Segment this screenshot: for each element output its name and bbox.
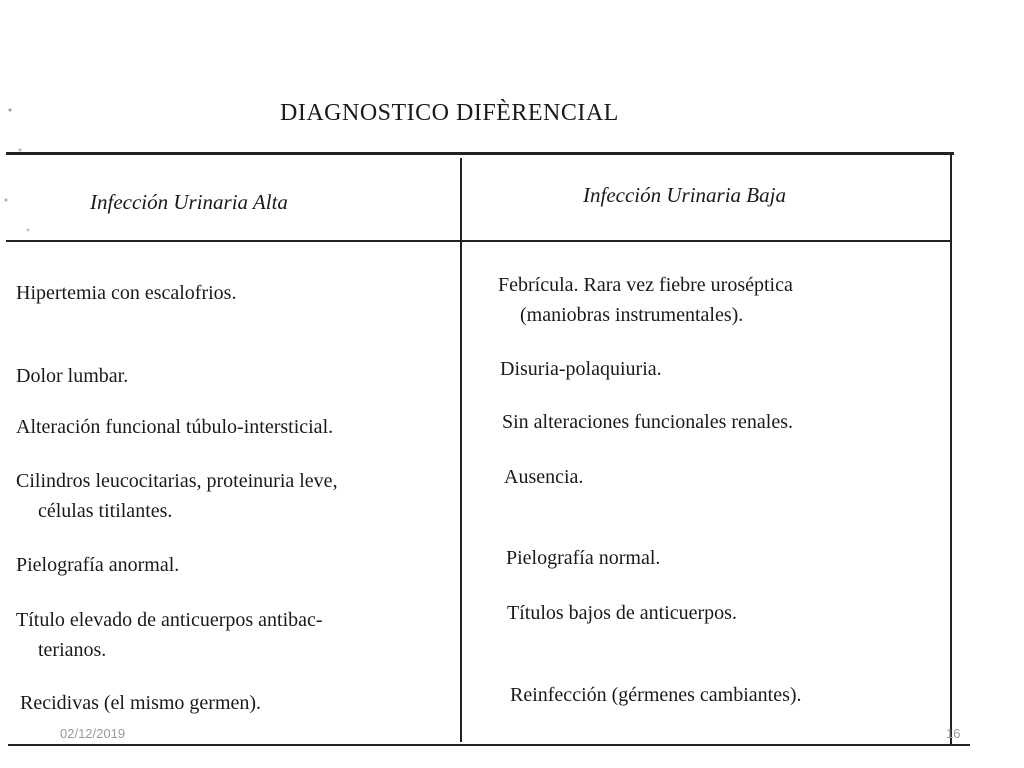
table-cell-alta (16, 361, 128, 391)
page-title: DIAGNOSTICO DIFÈRENCIAL (280, 100, 619, 126)
cell-line: Hipertemia con escalofrios. (16, 282, 237, 304)
cell-line: Dolor lumbar. (16, 365, 129, 387)
cell-line: (maniobras instrumentales). (520, 304, 744, 326)
cell-line: Disuria-polaquiuria. (500, 358, 662, 380)
table-cell-alta (20, 688, 261, 718)
cell-line: células titilantes. (38, 500, 173, 522)
table-cell-baja (507, 598, 737, 628)
cell-line: Sin alteraciones funcionales renales. (502, 411, 793, 433)
cell-line: Títulos bajos de anticuerpos. (507, 602, 737, 624)
table-right-border (950, 152, 952, 746)
cell-line: terianos. (38, 639, 107, 661)
column-header-alta: Infección Urinaria Alta (90, 190, 288, 214)
table-top-rule (6, 152, 954, 155)
scan-noise (0, 90, 40, 250)
table-cell-baja (502, 407, 793, 437)
table-cell-baja (510, 680, 802, 710)
cell-line: Título elevado de anticuerpos antibac- (16, 609, 323, 631)
table-cell-baja (506, 543, 660, 573)
slide-date: 02/12/2019 (60, 726, 126, 741)
cell-line: Reinfección (gérmenes cambiantes). (510, 684, 802, 706)
cell-line: Pielografía anormal. (16, 554, 180, 576)
cell-line: Febrícula. Rara vez fiebre uroséptica (498, 274, 793, 296)
slide-page-number: 16 (946, 726, 961, 741)
cell-line: Pielografía normal. (506, 547, 661, 569)
cell-line: Ausencia. (504, 466, 584, 488)
cell-line: Recidivas (el mismo germen). (20, 692, 262, 714)
table-cell-baja (498, 270, 793, 330)
table-cell-alta (16, 605, 323, 665)
table-cell-alta (16, 278, 236, 308)
table-header-rule (6, 240, 952, 242)
column-header-baja: Infección Urinaria Baja (583, 183, 786, 207)
cell-line: Cilindros leucocitarias, proteinuria leve, (16, 470, 338, 492)
table-bottom-rule (8, 744, 970, 746)
table-cell-alta (16, 550, 179, 580)
cell-line: Alteración funcional túbulo-intersticial. (16, 416, 334, 438)
table-cell-baja (504, 462, 583, 492)
table-cell-baja (500, 354, 662, 384)
table-cell-alta (16, 412, 333, 442)
table-cell-alta (16, 466, 338, 526)
table-column-divider (460, 158, 462, 742)
